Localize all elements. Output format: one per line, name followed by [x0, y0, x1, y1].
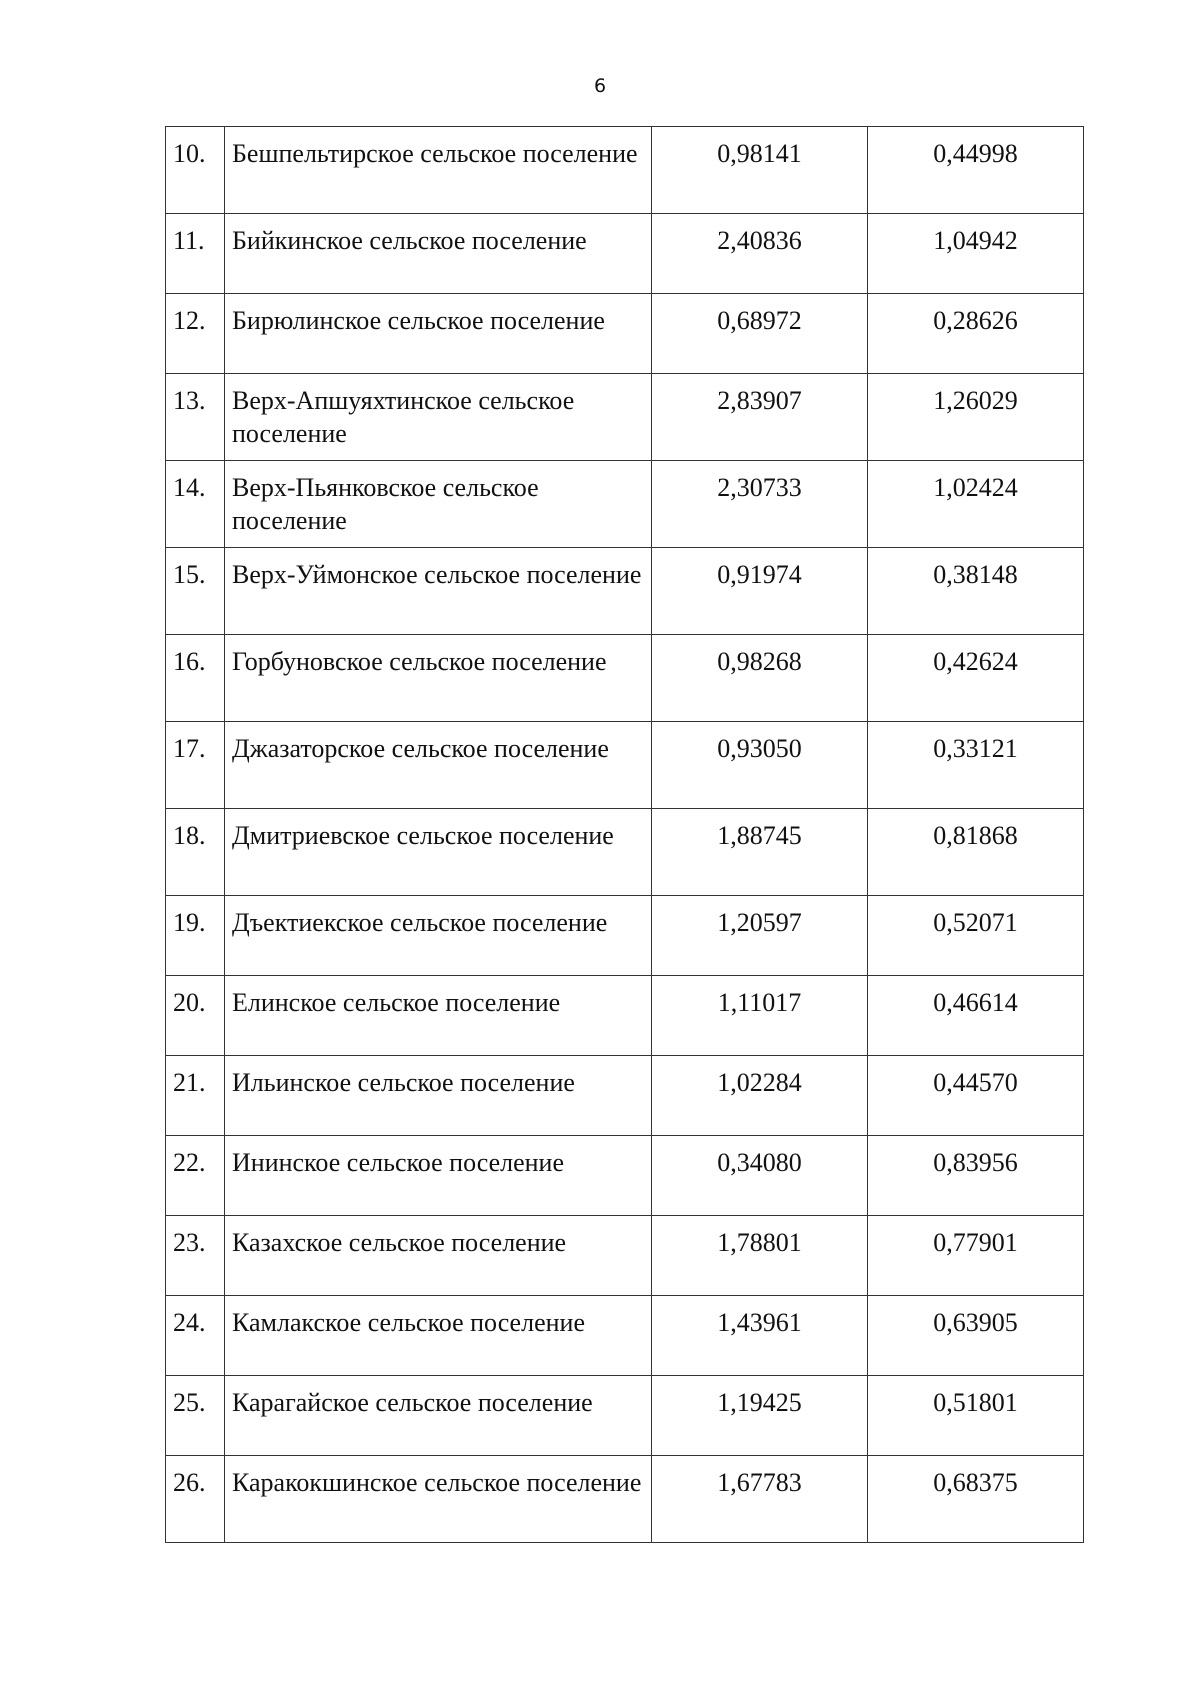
row-number-cell: 14. — [166, 461, 225, 548]
value-1-cell: 1,02284 — [652, 1056, 868, 1136]
value-2-cell: 0,44998 — [868, 127, 1084, 214]
value-1-cell: 1,67783 — [652, 1456, 868, 1543]
value-1-cell: 1,78801 — [652, 1216, 868, 1296]
table-row — [166, 722, 1084, 809]
table-row — [166, 127, 1084, 214]
row-number-cell: 25. — [166, 1376, 225, 1456]
value-1-cell: 1,43961 — [652, 1296, 868, 1376]
table-row — [166, 896, 1084, 976]
row-number-cell: 22. — [166, 1136, 225, 1216]
settlement-name-cell: Дъектиекское сельское поселение — [225, 896, 652, 976]
value-2-cell: 0,28626 — [868, 294, 1084, 374]
row-number-cell: 19. — [166, 896, 225, 976]
table-row — [166, 1136, 1084, 1216]
row-number-cell: 13. — [166, 374, 225, 461]
row-number-cell: 26. — [166, 1456, 225, 1543]
settlement-name-cell: Бирюлинское сельское поселение — [225, 294, 652, 374]
value-1-cell: 0,98268 — [652, 635, 868, 722]
value-1-cell: 1,11017 — [652, 976, 868, 1056]
page-number: 6 — [593, 75, 607, 97]
value-2-cell: 0,42624 — [868, 635, 1084, 722]
settlement-name-cell: Ильинское сельское поселение — [225, 1056, 652, 1136]
settlements-table — [165, 126, 1084, 1543]
table-row — [166, 1296, 1084, 1376]
table-row — [166, 548, 1084, 635]
value-1-cell: 0,91974 — [652, 548, 868, 635]
row-number-cell: 21. — [166, 1056, 225, 1136]
table-row — [166, 1376, 1084, 1456]
value-1-cell: 1,88745 — [652, 809, 868, 896]
value-2-cell: 0,33121 — [868, 722, 1084, 809]
settlement-name-cell: Елинское сельское поселение — [225, 976, 652, 1056]
settlement-name-cell: Верх-Апшуяхтинское сельское поселение — [225, 374, 652, 461]
value-2-cell: 1,04942 — [868, 214, 1084, 294]
table-row — [166, 809, 1084, 896]
value-2-cell: 0,83956 — [868, 1136, 1084, 1216]
table-row — [166, 1216, 1084, 1296]
value-2-cell: 0,46614 — [868, 976, 1084, 1056]
settlement-name-cell: Бийкинское сельское поселение — [225, 214, 652, 294]
row-number-cell: 17. — [166, 722, 225, 809]
value-1-cell: 1,20597 — [652, 896, 868, 976]
row-number-cell: 16. — [166, 635, 225, 722]
settlement-name-cell: Бешпельтирское сельское поселение — [225, 127, 652, 214]
row-number-cell: 18. — [166, 809, 225, 896]
value-2-cell: 0,77901 — [868, 1216, 1084, 1296]
settlement-name-cell: Каракокшинское сельское поселение — [225, 1456, 652, 1543]
table-row — [166, 635, 1084, 722]
value-2-cell: 0,81868 — [868, 809, 1084, 896]
value-1-cell: 1,19425 — [652, 1376, 868, 1456]
table-row — [166, 1456, 1084, 1543]
value-1-cell: 0,98141 — [652, 127, 868, 214]
value-1-cell: 2,40836 — [652, 214, 868, 294]
value-2-cell: 0,51801 — [868, 1376, 1084, 1456]
settlement-name-cell: Камлакское сельское поселение — [225, 1296, 652, 1376]
value-2-cell: 1,02424 — [868, 461, 1084, 548]
settlement-name-cell: Казахское сельское поселение — [225, 1216, 652, 1296]
table-row — [166, 374, 1084, 461]
row-number-cell: 12. — [166, 294, 225, 374]
table-row — [166, 214, 1084, 294]
value-2-cell: 0,38148 — [868, 548, 1084, 635]
row-number-cell: 20. — [166, 976, 225, 1056]
row-number-cell: 15. — [166, 548, 225, 635]
value-2-cell: 0,68375 — [868, 1456, 1084, 1543]
settlement-name-cell: Дмитриевское сельское поселение — [225, 809, 652, 896]
table-row — [166, 461, 1084, 548]
value-2-cell: 0,63905 — [868, 1296, 1084, 1376]
value-2-cell: 1,26029 — [868, 374, 1084, 461]
row-number-cell: 23. — [166, 1216, 225, 1296]
table-row — [166, 976, 1084, 1056]
value-1-cell: 0,93050 — [652, 722, 868, 809]
value-1-cell: 0,34080 — [652, 1136, 868, 1216]
settlement-name-cell: Ининское сельское поселение — [225, 1136, 652, 1216]
value-1-cell: 2,83907 — [652, 374, 868, 461]
settlement-name-cell: Верх-Пьянковское сельское поселение — [225, 461, 652, 548]
table-row — [166, 1056, 1084, 1136]
value-2-cell: 0,52071 — [868, 896, 1084, 976]
settlement-name-cell: Верх-Уймонское сельское поселение — [225, 548, 652, 635]
settlement-name-cell: Джазаторское сельское поселение — [225, 722, 652, 809]
value-1-cell: 2,30733 — [652, 461, 868, 548]
row-number-cell: 24. — [166, 1296, 225, 1376]
settlement-name-cell: Карагайское сельское поселение — [225, 1376, 652, 1456]
row-number-cell: 10. — [166, 127, 225, 214]
settlement-name-cell: Горбуновское сельское поселение — [225, 635, 652, 722]
table-body — [166, 127, 1084, 1543]
table-row — [166, 294, 1084, 374]
value-2-cell: 0,44570 — [868, 1056, 1084, 1136]
row-number-cell: 11. — [166, 214, 225, 294]
value-1-cell: 0,68972 — [652, 294, 868, 374]
